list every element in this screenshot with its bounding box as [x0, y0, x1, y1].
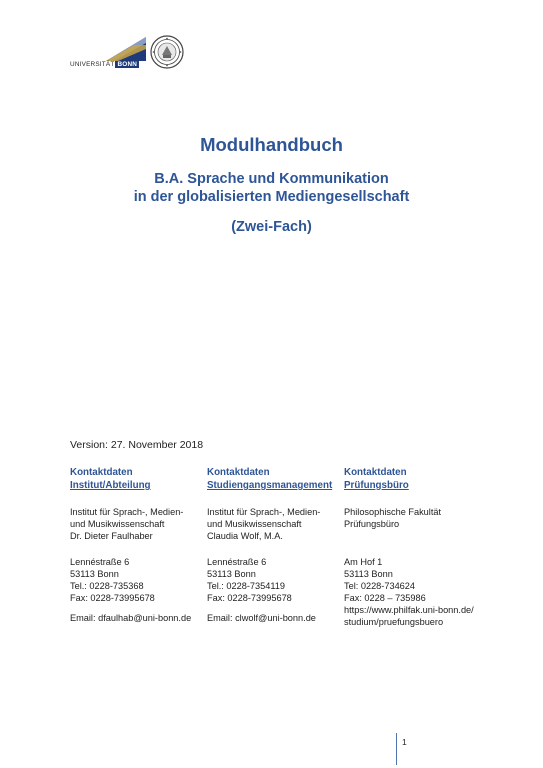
contact-person: Claudia Wolf, M.A. — [207, 531, 283, 541]
city: 53113 Bonn — [70, 569, 119, 579]
website-link[interactable]: https://www.philfak.uni-bonn.de/ — [344, 605, 474, 615]
contact-heading-line2: Prüfungsbüro — [344, 480, 409, 491]
program-type: (Zwei-Fach) — [231, 219, 312, 235]
street: Am Hof 1 — [344, 557, 383, 567]
street: Lennéstraße 6 — [70, 557, 130, 567]
logo-text-highlight: BONN — [117, 61, 138, 68]
contact-person: Dr. Dieter Faulhaber — [70, 531, 153, 541]
fax: Fax: 0228-73995678 — [70, 593, 155, 603]
program-name-line2: in der globalisierten Mediengesellschaft — [133, 189, 410, 205]
program-name-line1: B.A. Sprache und Kommunikation — [154, 171, 389, 187]
contact-heading-line2: Institut/Abteilung — [70, 480, 151, 491]
contact-heading — [70, 466, 151, 492]
phone: Tel.: 0228-7354119 — [207, 581, 285, 591]
logo-wordmark — [70, 61, 139, 68]
university-logo-graphic — [106, 35, 146, 61]
contact-heading — [344, 466, 409, 492]
university-logo — [70, 35, 185, 73]
institution-line: Institut für Sprach-, Medien- — [70, 507, 184, 517]
version-date: Version: 27. November 2018 — [70, 439, 204, 451]
fax: Fax: 0228 – 735986 — [344, 593, 426, 603]
contact-email[interactable]: Email: dfaulhab@uni-bonn.de — [70, 613, 192, 623]
contact-address — [344, 556, 474, 628]
contact-heading-line1: Kontaktdaten — [207, 467, 270, 478]
institution-line: Institut für Sprach-, Medien- — [207, 507, 321, 517]
contact-email[interactable]: Email: clwolf@uni-bonn.de — [207, 613, 316, 623]
fax: Fax: 0228-73995678 — [207, 593, 292, 603]
institution-line: und Musikwissenschaft — [70, 519, 165, 529]
website-link-continued[interactable]: studium/pruefungsbuero — [344, 617, 444, 627]
institution-line: Philosophische Fakultät — [344, 507, 442, 517]
phone: Tel: 0228-734624 — [344, 581, 416, 591]
contact-institution — [344, 506, 441, 530]
contact-heading-line2: Studiengangsmanagement — [207, 480, 333, 491]
street: Lennéstraße 6 — [207, 557, 267, 567]
contact-heading-line1: Kontaktdaten — [344, 467, 407, 478]
footer-divider — [396, 733, 397, 765]
contact-heading-line1: Kontaktdaten — [70, 467, 133, 478]
page-number: 1 — [402, 737, 407, 747]
institution-line: und Musikwissenschaft — [207, 519, 302, 529]
document-title: Modulhandbuch — [200, 134, 343, 155]
contact-address — [70, 556, 155, 604]
contact-address — [207, 556, 292, 604]
city: 53113 Bonn — [344, 569, 393, 579]
institution-line: Prüfungsbüro — [344, 519, 400, 529]
city: 53113 Bonn — [207, 569, 256, 579]
contact-institution — [207, 506, 320, 542]
phone: Tel.: 0228-735368 — [70, 581, 144, 591]
contact-heading — [207, 466, 332, 492]
contact-institution — [70, 506, 183, 542]
university-seal-icon — [150, 35, 184, 69]
logo-text: UNIVERSITÄT — [70, 61, 115, 68]
